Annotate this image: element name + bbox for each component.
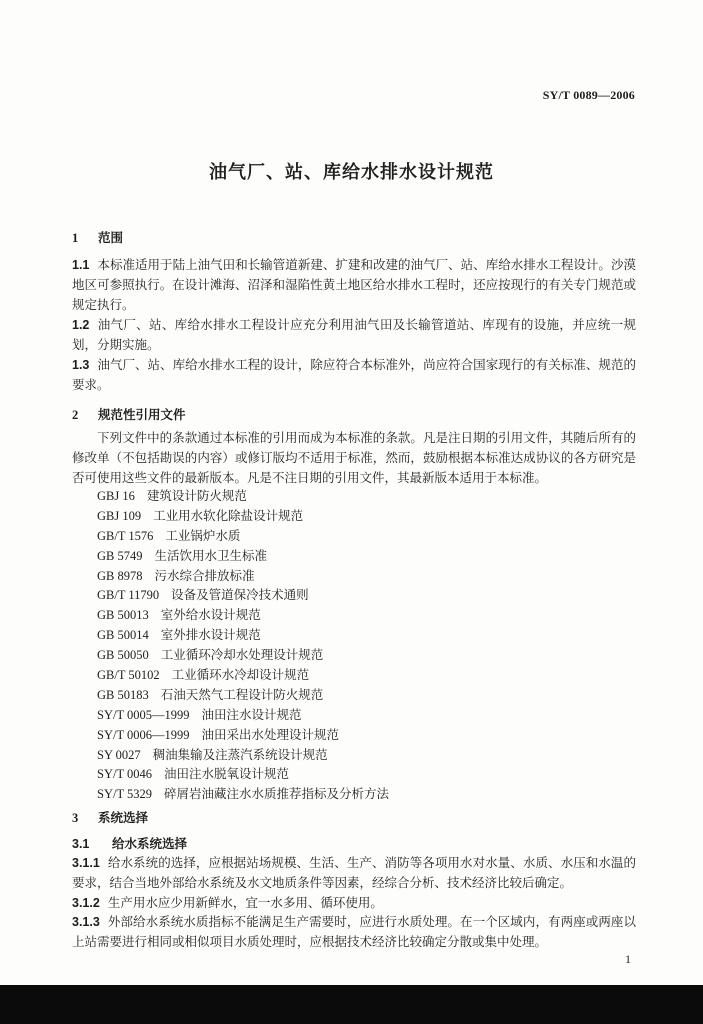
reference-list [97,486,389,804]
reference-item [97,506,389,526]
clause-1-3 [72,355,636,395]
reference-code: GBJ 16 [97,489,135,503]
reference-item [97,486,389,506]
reference-item [97,745,389,765]
clause-3-1-2 [72,893,636,913]
clause-number: 3.1.2 [72,896,100,910]
reference-item [97,784,389,804]
standard-code: SY/T 0089—2006 [542,88,635,102]
section-number: 3 [72,811,79,825]
reference-name: 室外排水设计规范 [160,627,261,643]
clause-text: 外部给水系统水质指标不能满足生产需要时，应进行水质处理。在一个区域内，有两座或两座以上站需要进行相同或相似项目水质处理时，应根据技术经济比较确定分散或集中处理。 [72,914,636,949]
reference-code: SY/T 0006—1999 [97,727,190,742]
reference-code: GB 50014 [97,628,149,643]
page-number: 1 [625,952,631,966]
section-number: 2 [72,408,79,422]
section-3-heading [72,808,148,826]
reference-item [97,685,389,705]
reference-item [97,725,389,745]
reference-code: SY/T 0005—1999 [97,707,190,722]
reference-name: 生活饮用水卫生标准 [154,547,268,563]
reference-item [97,665,389,685]
reference-item [97,625,389,645]
clause-3-1-heading [72,834,187,852]
section-title: 范围 [98,230,124,245]
reference-code: GB/T 50102 [97,668,160,683]
reference-item [97,566,389,586]
clause-text: 给水系统的选择，应根据站场规模、生活、生产、消防等各项用水对水量、水质、水压和水温的要求，结合当地外部给水系统及水文地质条件等因素，经综合分析、技术经济比较后确定。 [72,855,636,890]
reference-item [97,526,389,546]
reference-name: 油田注水脱氧设计规范 [164,766,290,782]
clause-1-2 [72,315,636,355]
section-number: 1 [72,231,79,245]
clause-text: 生产用水应少用新鲜水，宜一水多用、循环使用。 [107,895,383,910]
reference-code: GB 50013 [97,608,149,623]
reference-code: GB/T 11790 [97,588,160,603]
reference-code: GB/T 1576 [97,528,154,543]
scan-edge-bar [0,985,703,1024]
reference-item [97,705,389,725]
reference-code: SY/T 5329 [97,787,152,802]
clause-number: 3.1.1 [72,856,100,870]
reference-name: 室外给水设计规范 [160,607,261,623]
reference-name: 稠油集输及注蒸汽系统设计规范 [152,746,328,762]
reference-name: 设备及管道保冷技术通则 [171,587,309,603]
section-title: 系统选择 [98,810,149,825]
clause-text: 油气厂、站、库给水排水工程设计应充分利用油气田及长输管道站、库现有的设施，并应统一规划，分期实施。 [72,317,636,352]
reference-code: GB 8978 [97,568,143,583]
section-title: 规范性引用文件 [98,407,186,422]
clause-number: 3.1 [72,837,90,851]
reference-code: GBJ 109 [97,508,142,523]
references-intro: 下列文件中的条款通过本标准的引用而成为本标准的条款。凡是注日期的引用文件，其随后所有的修改单（不包括勘误的内容）或修订版均不适用于标准，然而，鼓励根据本标准达成协议的各方研究是否可使用这些文件的最新版本。凡是不注日期的引用文件，其最新版本适用于本标准。 [72,430,636,485]
clause-1-1 [72,255,636,315]
reference-item [97,764,389,784]
reference-name: 碎屑岩油藏注水水质推荐指标及分析方法 [164,786,390,802]
reference-code: SY/T 0046 [97,767,152,782]
clause-number: 1.1 [72,258,90,272]
reference-code: GB 50183 [97,687,149,702]
reference-item [97,546,389,566]
reference-name: 工业循环冷却水处理设计规范 [160,647,324,663]
document-title: 油气厂、站、库给水排水设计规范 [209,162,494,183]
reference-name: 工业循环水冷却设计规范 [171,667,310,683]
reference-item [97,605,389,625]
reference-name: 油田采出水处理设计规范 [201,726,340,742]
reference-code: SY 0027 [97,747,141,762]
reference-code: GB 5749 [97,548,143,563]
clause-title: 给水系统选择 [112,836,188,851]
clause-text: 油气厂、站、库给水排水工程的设计，除应符合本标准外，尚应符合国家现行的有关标准、规范的要求。 [72,357,636,392]
reference-code: GB 50050 [97,648,149,663]
clause-number: 1.2 [72,318,90,332]
section-2-heading [72,405,186,423]
clause-3-1-1 [72,853,636,893]
reference-name: 污水综合排放标准 [154,567,255,583]
reference-item [97,585,389,605]
reference-name: 油田注水设计规范 [201,706,302,722]
clause-number: 3.1.3 [72,915,100,929]
reference-name: 建筑设计防火规范 [146,488,247,503]
reference-name: 工业用水软化除盐设计规范 [153,507,304,523]
clause-text: 本标准适用于陆上油气田和长输管道新建、扩建和改建的油气厂、站、库给水排水工程设计。沙漠地区可参照执行。在设计滩海、沼泽和湿陷性黄土地区给水排水工程时，还应按现行的有关专门规范或规定执行。 [72,257,636,312]
clause-3-1-3 [72,912,636,952]
clause-number: 1.3 [72,358,90,372]
reference-name: 工业锅炉水质 [165,527,241,543]
reference-item [97,645,389,665]
section-1-heading [72,228,123,246]
reference-name: 石油天然气工程设计防火规范 [160,686,324,702]
